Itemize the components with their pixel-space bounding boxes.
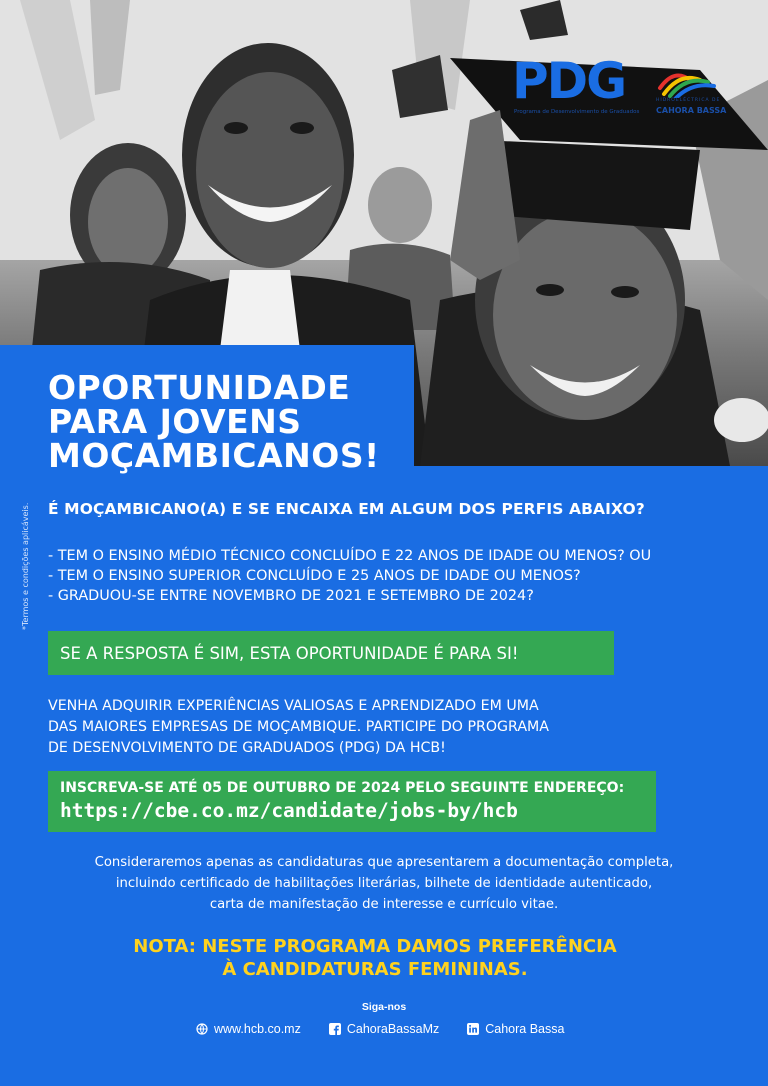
website-link[interactable]: [196, 1022, 301, 1036]
facebook-icon: [329, 1023, 341, 1035]
yes-banner-text: SE A RESPOSTA É SIM, ESTA OPORTUNIDADE É PARA SI!: [60, 643, 519, 663]
follow-label: Siga-nos: [361, 1001, 407, 1013]
logo-acronym: PDG: [512, 52, 626, 110]
terms-note: *Termos e condições aplicáveis.: [21, 502, 30, 630]
linkedin-link[interactable]: [467, 1022, 564, 1036]
criteria-item: - GRADUOU-SE ENTRE NOVEMBRO DE 2021 E SETEMBRO DE 2024?: [48, 588, 534, 604]
social-links: [196, 1022, 564, 1036]
website-text: www.hcb.co.mz: [214, 1022, 301, 1036]
documentation-note: Consideraremos apenas as candidaturas que apresentarem a documentação completa, incluindo certificado de habilitações literárias, bilhete de identidade autenticado, carta de manifestação de interesse e currículo vitae.: [94, 855, 674, 912]
yes-banner: [48, 631, 614, 675]
apply-link[interactable]: https://cbe.co.mz/candidate/jobs-by/hcb: [60, 799, 518, 822]
logo-subtitle: Programa de Desenvolvimento de Graduados: [514, 109, 640, 115]
facebook-link[interactable]: [329, 1022, 439, 1036]
globe-icon: [196, 1023, 208, 1035]
criteria-item: - TEM O ENSINO SUPERIOR CONCLUÍDO E 25 ANOS DE IDADE OU MENOS?: [48, 568, 581, 584]
logo-brand-top: HIDROELÉCTRICA DE: [656, 98, 721, 103]
facebook-text: CahoraBassaMz: [346, 1022, 440, 1036]
pdg-logo: [510, 52, 727, 126]
program-description: VENHA ADQUIRIR EXPERIÊNCIAS VALIOSAS E APRENDIZADO EM UMA DAS MAIORES EMPRESAS DE MOÇAMBIQUE. PARTICIPE DO PROGRAMA DE DESENVOLVIMENTO DE GRADUADOS (PDG) DA HCB!: [48, 698, 549, 756]
eligibility-question: É MOÇAMBICANO(A) E SE ENCAIXA EM ALGUM DOS PERFIS ABAIXO?: [48, 500, 645, 518]
linkedin-icon: [467, 1023, 479, 1035]
criteria-list: [48, 546, 651, 606]
linkedin-text: Cahora Bassa: [485, 1022, 565, 1036]
page-title: OPORTUNIDADE PARA JOVENS MOÇAMBICANOS!: [48, 368, 380, 475]
criteria-item: - TEM O ENSINO MÉDIO TÉCNICO CONCLUÍDO E 22 ANOS DE IDADE OU MENOS? OU: [48, 548, 652, 564]
apply-deadline: INSCREVA-SE ATÉ 05 DE OUTUBRO DE 2024 PELO SEGUINTE ENDEREÇO:: [60, 780, 625, 796]
logo-brand: CAHORA BASSA: [656, 106, 727, 115]
cahora-bassa-waves-icon: [656, 58, 716, 98]
preference-note: NOTA: NESTE PROGRAMA DAMOS PREFERÊNCIA À CANDIDATURAS FEMININAS.: [133, 936, 617, 980]
apply-banner: [48, 771, 656, 832]
